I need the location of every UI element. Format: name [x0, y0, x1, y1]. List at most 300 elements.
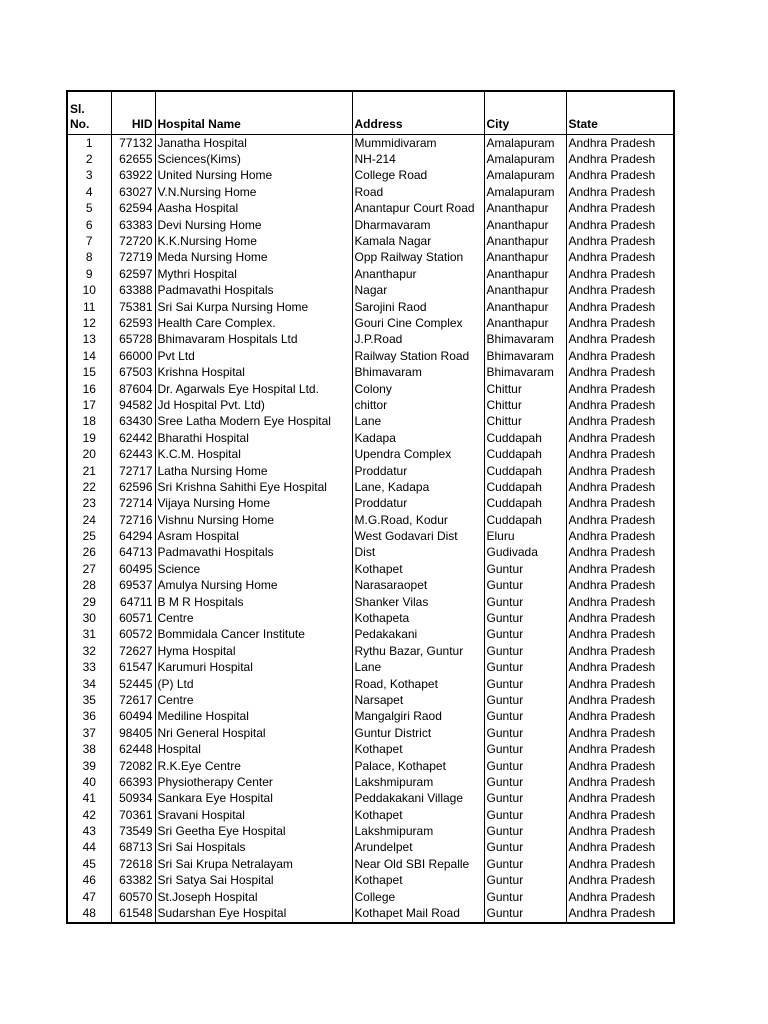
cell-hospital-name: K.K.Nursing Home: [155, 233, 352, 249]
cell-state: Andhra Pradesh: [566, 332, 674, 348]
cell-hid: 60572: [111, 627, 155, 643]
table-row: [67, 643, 674, 659]
cell-state: Andhra Pradesh: [566, 807, 674, 823]
cell-hospital-name: Bhimavaram Hospitals Ltd: [155, 332, 352, 348]
cell-sl-no: 26: [67, 545, 111, 561]
cell-sl-no: 28: [67, 578, 111, 594]
cell-address: Peddakakani Village: [352, 791, 484, 807]
cell-hid: 62594: [111, 201, 155, 217]
cell-address: chittor: [352, 397, 484, 413]
cell-address: Dharmavaram: [352, 217, 484, 233]
cell-state: Andhra Pradesh: [566, 692, 674, 708]
cell-city: Guntur: [484, 840, 566, 856]
cell-state: Andhra Pradesh: [566, 545, 674, 561]
table-row: [67, 578, 674, 594]
cell-hospital-name: Sravani Hospital: [155, 807, 352, 823]
cell-sl-no: 37: [67, 725, 111, 741]
cell-hospital-name: Sri Satya Sai Hospital: [155, 873, 352, 889]
cell-hospital-name: Sree Latha Modern Eye Hospital: [155, 414, 352, 430]
cell-state: Andhra Pradesh: [566, 135, 674, 152]
cell-hid: 63388: [111, 283, 155, 299]
cell-sl-no: 27: [67, 561, 111, 577]
cell-address: Mangalgiri Raod: [352, 709, 484, 725]
cell-address: Palace, Kothapet: [352, 758, 484, 774]
table-row: [67, 528, 674, 544]
cell-state: Andhra Pradesh: [566, 594, 674, 610]
cell-hid: 60570: [111, 889, 155, 905]
cell-hid: 60494: [111, 709, 155, 725]
cell-sl-no: 10: [67, 283, 111, 299]
cell-sl-no: 15: [67, 364, 111, 380]
header-sl-line2: No.: [70, 117, 90, 131]
cell-state: Andhra Pradesh: [566, 364, 674, 380]
cell-hospital-name: Centre: [155, 692, 352, 708]
cell-address: Kamala Nagar: [352, 233, 484, 249]
table-row: [67, 758, 674, 774]
table-row: [67, 151, 674, 167]
cell-city: Guntur: [484, 578, 566, 594]
cell-state: Andhra Pradesh: [566, 463, 674, 479]
cell-state: Andhra Pradesh: [566, 873, 674, 889]
cell-hospital-name: Sankara Eye Hospital: [155, 791, 352, 807]
table-row: [67, 250, 674, 266]
cell-address: Shanker Vilas: [352, 594, 484, 610]
cell-address: Railway Station Road: [352, 348, 484, 364]
cell-address: Nagar: [352, 283, 484, 299]
cell-hid: 60495: [111, 561, 155, 577]
cell-address: College Road: [352, 168, 484, 184]
table-row: [67, 561, 674, 577]
cell-city: Guntur: [484, 889, 566, 905]
cell-sl-no: 20: [67, 446, 111, 462]
cell-hid: 72617: [111, 692, 155, 708]
cell-address: Bhimavaram: [352, 364, 484, 380]
cell-city: Amalapuram: [484, 168, 566, 184]
cell-hospital-name: Karumuri Hospital: [155, 660, 352, 676]
cell-sl-no: 7: [67, 233, 111, 249]
cell-sl-no: 1: [67, 135, 111, 152]
cell-state: Andhra Pradesh: [566, 758, 674, 774]
table-row: [67, 725, 674, 741]
cell-sl-no: 38: [67, 741, 111, 757]
cell-city: Guntur: [484, 873, 566, 889]
cell-sl-no: 45: [67, 856, 111, 872]
cell-sl-no: 42: [67, 807, 111, 823]
cell-state: Andhra Pradesh: [566, 446, 674, 462]
cell-hospital-name: United Nursing Home: [155, 168, 352, 184]
cell-hospital-name: Nri General Hospital: [155, 725, 352, 741]
table-row: [67, 446, 674, 462]
table-row: [67, 856, 674, 872]
cell-address: Guntur District: [352, 725, 484, 741]
cell-sl-no: 11: [67, 299, 111, 315]
cell-city: Cuddapah: [484, 430, 566, 446]
header-city: City: [484, 91, 566, 135]
cell-address: Sarojini Raod: [352, 299, 484, 315]
cell-sl-no: 23: [67, 496, 111, 512]
cell-hospital-name: K.C.M. Hospital: [155, 446, 352, 462]
cell-address: Lane: [352, 414, 484, 430]
cell-hid: 62596: [111, 479, 155, 495]
table-row: [67, 463, 674, 479]
cell-sl-no: 13: [67, 332, 111, 348]
table-row: [67, 233, 674, 249]
cell-hid: 72618: [111, 856, 155, 872]
cell-state: Andhra Pradesh: [566, 217, 674, 233]
cell-address: Kothapet: [352, 561, 484, 577]
cell-hid: 72716: [111, 512, 155, 528]
cell-address: Kothapet: [352, 741, 484, 757]
cell-city: Ananthapur: [484, 299, 566, 315]
cell-city: Cuddapah: [484, 479, 566, 495]
cell-hospital-name: Jd Hospital Pvt. Ltd): [155, 397, 352, 413]
cell-address: Narasaraopet: [352, 578, 484, 594]
cell-state: Andhra Pradesh: [566, 233, 674, 249]
cell-hid: 87604: [111, 381, 155, 397]
cell-city: Chittur: [484, 381, 566, 397]
cell-address: Anantapur Court Road: [352, 201, 484, 217]
cell-address: J.P.Road: [352, 332, 484, 348]
cell-hid: 63382: [111, 873, 155, 889]
cell-sl-no: 25: [67, 528, 111, 544]
cell-state: Andhra Pradesh: [566, 578, 674, 594]
cell-city: Guntur: [484, 905, 566, 922]
cell-sl-no: 41: [67, 791, 111, 807]
header-sl-no: [67, 91, 111, 135]
cell-city: Cuddapah: [484, 446, 566, 462]
cell-state: Andhra Pradesh: [566, 561, 674, 577]
cell-address: Kothapet: [352, 807, 484, 823]
cell-sl-no: 12: [67, 315, 111, 331]
table-row: [67, 873, 674, 889]
table-row: [67, 479, 674, 495]
cell-hospital-name: Health Care Complex.: [155, 315, 352, 331]
cell-state: Andhra Pradesh: [566, 840, 674, 856]
cell-city: Guntur: [484, 627, 566, 643]
cell-hid: 62448: [111, 741, 155, 757]
cell-city: Amalapuram: [484, 184, 566, 200]
cell-address: Kadapa: [352, 430, 484, 446]
table-row: [67, 348, 674, 364]
cell-city: Ananthapur: [484, 233, 566, 249]
cell-sl-no: 2: [67, 151, 111, 167]
cell-address: Kothapeta: [352, 610, 484, 626]
cell-address: NH-214: [352, 151, 484, 167]
cell-sl-no: 43: [67, 823, 111, 839]
cell-city: Cuddapah: [484, 512, 566, 528]
cell-sl-no: 32: [67, 643, 111, 659]
cell-address: Road: [352, 184, 484, 200]
cell-state: Andhra Pradesh: [566, 512, 674, 528]
cell-hid: 64713: [111, 545, 155, 561]
table-row: [67, 512, 674, 528]
cell-hospital-name: Pvt Ltd: [155, 348, 352, 364]
cell-hospital-name: Meda Nursing Home: [155, 250, 352, 266]
cell-state: Andhra Pradesh: [566, 315, 674, 331]
cell-sl-no: 4: [67, 184, 111, 200]
cell-city: Guntur: [484, 725, 566, 741]
cell-address: Lane, Kadapa: [352, 479, 484, 495]
cell-city: Chittur: [484, 397, 566, 413]
cell-hospital-name: St.Joseph Hospital: [155, 889, 352, 905]
cell-hid: 94582: [111, 397, 155, 413]
header-sl-line1: Sl.: [70, 102, 85, 116]
cell-hid: 72627: [111, 643, 155, 659]
cell-state: Andhra Pradesh: [566, 184, 674, 200]
cell-address: Near Old SBI Repalle: [352, 856, 484, 872]
cell-hid: 72719: [111, 250, 155, 266]
table-row: [67, 315, 674, 331]
table-row: [67, 364, 674, 380]
cell-city: Guntur: [484, 709, 566, 725]
cell-hospital-name: Sri Sai Kurpa Nursing Home: [155, 299, 352, 315]
cell-city: Guntur: [484, 741, 566, 757]
cell-state: Andhra Pradesh: [566, 479, 674, 495]
cell-city: Ananthapur: [484, 201, 566, 217]
cell-hospital-name: Amulya Nursing Home: [155, 578, 352, 594]
cell-hospital-name: Bharathi Hospital: [155, 430, 352, 446]
cell-city: Ananthapur: [484, 266, 566, 282]
table-row: [67, 266, 674, 282]
cell-sl-no: 36: [67, 709, 111, 725]
cell-hospital-name: Padmavathi Hospitals: [155, 283, 352, 299]
cell-city: Bhimavaram: [484, 332, 566, 348]
table-row: [67, 905, 674, 922]
cell-city: Guntur: [484, 660, 566, 676]
cell-hospital-name: Padmavathi Hospitals: [155, 545, 352, 561]
table-row: [67, 594, 674, 610]
cell-city: Guntur: [484, 856, 566, 872]
cell-hospital-name: B M R Hospitals: [155, 594, 352, 610]
cell-hospital-name: Hospital: [155, 741, 352, 757]
cell-hid: 77132: [111, 135, 155, 152]
cell-sl-no: 40: [67, 774, 111, 790]
cell-city: Ananthapur: [484, 283, 566, 299]
cell-hid: 72720: [111, 233, 155, 249]
cell-sl-no: 3: [67, 168, 111, 184]
cell-hospital-name: Mediline Hospital: [155, 709, 352, 725]
cell-hid: 73549: [111, 823, 155, 839]
cell-address: Dist: [352, 545, 484, 561]
cell-city: Gudivada: [484, 545, 566, 561]
cell-city: Guntur: [484, 610, 566, 626]
cell-city: Guntur: [484, 692, 566, 708]
table-row: [67, 692, 674, 708]
cell-sl-no: 16: [67, 381, 111, 397]
cell-sl-no: 22: [67, 479, 111, 495]
cell-hid: 69537: [111, 578, 155, 594]
cell-city: Amalapuram: [484, 151, 566, 167]
cell-state: Andhra Pradesh: [566, 414, 674, 430]
cell-hospital-name: Aasha Hospital: [155, 201, 352, 217]
table-row: [67, 660, 674, 676]
table-row: [67, 610, 674, 626]
cell-address: Road, Kothapet: [352, 676, 484, 692]
cell-hid: 62655: [111, 151, 155, 167]
cell-sl-no: 48: [67, 905, 111, 922]
table-row: [67, 397, 674, 413]
cell-hid: 62593: [111, 315, 155, 331]
cell-state: Andhra Pradesh: [566, 889, 674, 905]
cell-city: Guntur: [484, 561, 566, 577]
table-row: [67, 774, 674, 790]
cell-city: Guntur: [484, 791, 566, 807]
table-row: [67, 676, 674, 692]
cell-hid: 63027: [111, 184, 155, 200]
cell-sl-no: 29: [67, 594, 111, 610]
cell-address: Narsapet: [352, 692, 484, 708]
cell-hid: 60571: [111, 610, 155, 626]
cell-hospital-name: Devi Nursing Home: [155, 217, 352, 233]
cell-sl-no: 39: [67, 758, 111, 774]
cell-state: Andhra Pradesh: [566, 741, 674, 757]
cell-hospital-name: Bommidala Cancer Institute: [155, 627, 352, 643]
cell-city: Eluru: [484, 528, 566, 544]
cell-hospital-name: Sri Krishna Sahithi Eye Hospital: [155, 479, 352, 495]
cell-hospital-name: R.K.Eye Centre: [155, 758, 352, 774]
table-row: [67, 381, 674, 397]
cell-city: Bhimavaram: [484, 348, 566, 364]
cell-hid: 66393: [111, 774, 155, 790]
cell-sl-no: 24: [67, 512, 111, 528]
cell-hospital-name: Sri Sai Hospitals: [155, 840, 352, 856]
cell-hid: 72717: [111, 463, 155, 479]
cell-hid: 62443: [111, 446, 155, 462]
cell-address: Mummidivaram: [352, 135, 484, 152]
cell-hospital-name: Vishnu Nursing Home: [155, 512, 352, 528]
cell-sl-no: 46: [67, 873, 111, 889]
cell-hospital-name: Sudarshan Eye Hospital: [155, 905, 352, 922]
cell-address: Pedakakani: [352, 627, 484, 643]
cell-hospital-name: Centre: [155, 610, 352, 626]
cell-state: Andhra Pradesh: [566, 283, 674, 299]
cell-hid: 63430: [111, 414, 155, 430]
cell-address: College: [352, 889, 484, 905]
cell-address: Lakshmipuram: [352, 774, 484, 790]
table-row: [67, 791, 674, 807]
cell-address: West Godavari Dist: [352, 528, 484, 544]
table-row: [67, 299, 674, 315]
cell-address: Kothapet: [352, 873, 484, 889]
cell-sl-no: 8: [67, 250, 111, 266]
table-row: [67, 283, 674, 299]
cell-hospital-name: Hyma Hospital: [155, 643, 352, 659]
cell-city: Ananthapur: [484, 315, 566, 331]
cell-hospital-name: Sri Sai Krupa Netralayam: [155, 856, 352, 872]
cell-sl-no: 18: [67, 414, 111, 430]
header-state: State: [566, 91, 674, 135]
cell-sl-no: 35: [67, 692, 111, 708]
cell-hospital-name: Latha Nursing Home: [155, 463, 352, 479]
cell-hospital-name: Asram Hospital: [155, 528, 352, 544]
cell-hid: 72714: [111, 496, 155, 512]
cell-city: Ananthapur: [484, 250, 566, 266]
cell-hid: 67503: [111, 364, 155, 380]
cell-hid: 52445: [111, 676, 155, 692]
hospital-table: [66, 90, 675, 924]
header-hospital-name: Hospital Name: [155, 91, 352, 135]
cell-address: Upendra Complex: [352, 446, 484, 462]
cell-state: Andhra Pradesh: [566, 905, 674, 922]
cell-hospital-name: Janatha Hospital: [155, 135, 352, 152]
table-row: [67, 496, 674, 512]
cell-city: Guntur: [484, 774, 566, 790]
cell-state: Andhra Pradesh: [566, 709, 674, 725]
cell-state: Andhra Pradesh: [566, 725, 674, 741]
cell-hid: 63922: [111, 168, 155, 184]
cell-state: Andhra Pradesh: [566, 168, 674, 184]
cell-state: Andhra Pradesh: [566, 397, 674, 413]
cell-city: Ananthapur: [484, 217, 566, 233]
cell-city: Guntur: [484, 594, 566, 610]
table-row: [67, 741, 674, 757]
cell-hospital-name: Vijaya Nursing Home: [155, 496, 352, 512]
cell-city: Guntur: [484, 643, 566, 659]
table-row: [67, 430, 674, 446]
table-row: [67, 184, 674, 200]
cell-state: Andhra Pradesh: [566, 299, 674, 315]
cell-sl-no: 31: [67, 627, 111, 643]
cell-city: Bhimavaram: [484, 364, 566, 380]
table-row: [67, 414, 674, 430]
cell-state: Andhra Pradesh: [566, 610, 674, 626]
cell-hid: 98405: [111, 725, 155, 741]
cell-hospital-name: Science: [155, 561, 352, 577]
cell-address: M.G.Road, Kodur: [352, 512, 484, 528]
cell-state: Andhra Pradesh: [566, 856, 674, 872]
cell-city: Cuddapah: [484, 463, 566, 479]
cell-address: Proddatur: [352, 496, 484, 512]
table-row: [67, 135, 674, 152]
cell-city: Guntur: [484, 676, 566, 692]
table-row: [67, 545, 674, 561]
cell-hid: 61548: [111, 905, 155, 922]
cell-city: Chittur: [484, 414, 566, 430]
header-row: [67, 91, 674, 135]
cell-hid: 75381: [111, 299, 155, 315]
cell-state: Andhra Pradesh: [566, 250, 674, 266]
cell-state: Andhra Pradesh: [566, 266, 674, 282]
cell-hid: 66000: [111, 348, 155, 364]
cell-city: Guntur: [484, 807, 566, 823]
cell-sl-no: 21: [67, 463, 111, 479]
cell-state: Andhra Pradesh: [566, 774, 674, 790]
cell-hid: 63383: [111, 217, 155, 233]
cell-sl-no: 44: [67, 840, 111, 856]
table-row: [67, 168, 674, 184]
cell-hospital-name: Krishna Hospital: [155, 364, 352, 380]
cell-hid: 50934: [111, 791, 155, 807]
cell-state: Andhra Pradesh: [566, 151, 674, 167]
cell-sl-no: 17: [67, 397, 111, 413]
cell-sl-no: 33: [67, 660, 111, 676]
table-row: [67, 217, 674, 233]
cell-state: Andhra Pradesh: [566, 348, 674, 364]
table-row: [67, 201, 674, 217]
cell-hid: 62442: [111, 430, 155, 446]
table-row: [67, 332, 674, 348]
header-address: Address: [352, 91, 484, 135]
cell-hospital-name: (P) Ltd: [155, 676, 352, 692]
cell-hospital-name: Dr. Agarwals Eye Hospital Ltd.: [155, 381, 352, 397]
cell-state: Andhra Pradesh: [566, 201, 674, 217]
cell-hid: 62597: [111, 266, 155, 282]
cell-address: Rythu Bazar, Guntur: [352, 643, 484, 659]
cell-address: Opp Railway Station: [352, 250, 484, 266]
cell-hid: 64711: [111, 594, 155, 610]
cell-address: Kothapet Mail Road: [352, 905, 484, 922]
cell-sl-no: 47: [67, 889, 111, 905]
